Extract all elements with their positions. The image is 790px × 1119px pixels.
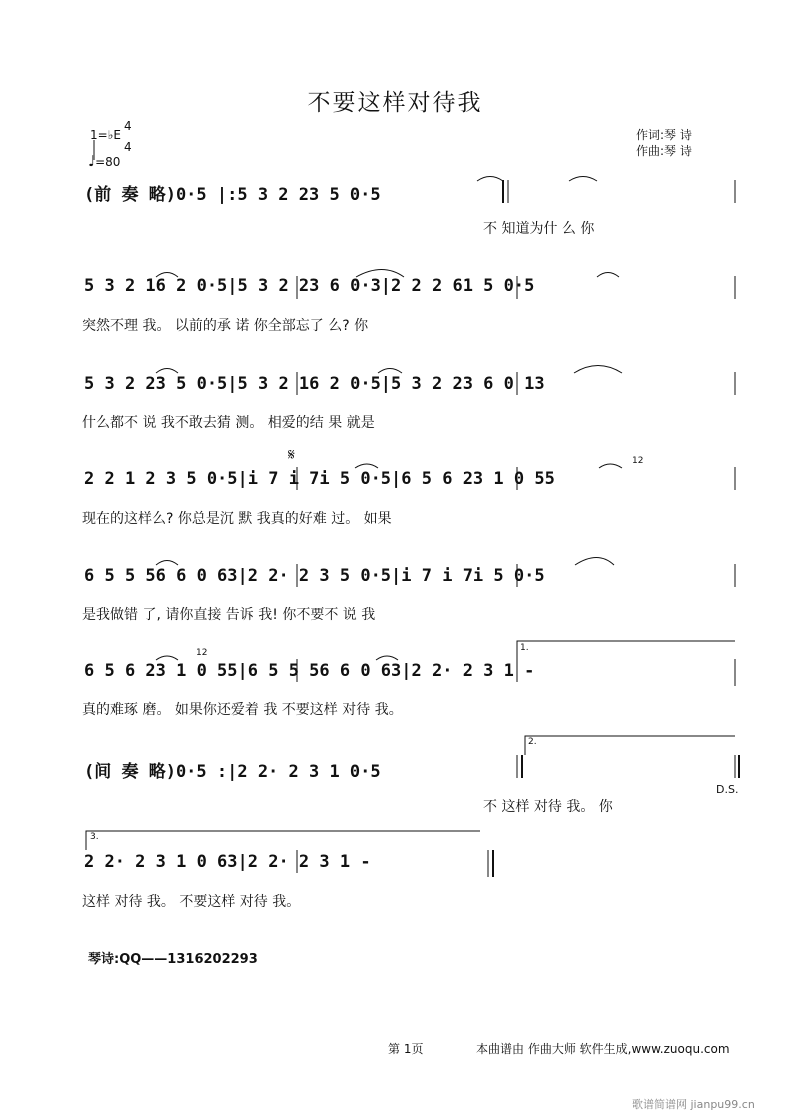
slur [569,177,597,182]
slur [156,273,178,278]
volta-second-label: 2. [528,737,537,747]
slur [356,270,404,278]
time-signature-top: 4 [124,119,132,133]
tempo-value: =80 [95,155,121,169]
quarter-note-icon: ♩ [88,152,96,170]
slur [355,464,378,468]
notation-line-4: 2 2 1 2 3 5 0·5|i 7 i 7i 5 0·5|6 5 6 23 1 0 55 [84,469,555,489]
lyric-line-6: 真的难琢 磨。 如果你还爱着 我 不要这样 对待 我。 [82,702,403,718]
lyric-line-7: 不 这样 对待 我。 你 [483,799,613,815]
volta-second-bracket [525,736,735,755]
slur [378,369,402,374]
volta-first-label: 1. [520,643,529,653]
notation-line-6: 6 5 6 23 1 0 55|6 5 5 56 6 0 63|2 2· 2 3 1 - [84,661,535,681]
volta-third-bracket [86,831,480,850]
notation-line-8: 2 2· 2 3 1 0 63|2 2· 2 3 1 - [84,852,371,872]
slur [574,366,622,374]
time-signature-bottom: 4 [124,140,132,154]
lyric-line-8: 这样 对待 我。 不要这样 对待 我。 [82,894,301,910]
slur [376,656,398,660]
notation-line-7: (间 奏 略)0·5 :|2 2· 2 3 1 0·5 [84,762,381,782]
lyric-line-4: 现在的这样么? 你总是沉 默 我真的好难 过。 如果 [82,511,392,527]
key-label: 1=♭E [90,128,121,142]
slur [156,656,178,660]
slur [156,369,178,374]
page-number: 第 1页 [388,1042,424,1056]
segno-mark: 𝄋 [288,445,295,464]
notation-line-3: 5 3 2 23 5 0·5|5 3 2 16 2 0·5|5 3 2 23 6 0 13 [84,374,545,394]
volta-third-label: 3. [90,832,99,842]
notation-line-5: 6 5 5 56 6 0 63|2 2· 2 3 5 0·5|i 7 i 7i 5 0·5 [84,566,545,586]
software-credit: 本曲谱由 作曲大师 软件生成,www.zuoqu.com [476,1042,730,1056]
lyric-line-2: 突然不理 我。 以前的承 诺 你全部忘了 么? 你 [82,318,369,334]
volta-first-bracket [517,641,735,659]
slur [599,464,622,468]
slur [597,273,619,278]
lyric-line-5: 是我做错 了, 请你直接 告诉 我! 你不要不 说 我 [82,607,376,623]
contact-credit: 琴诗:QQ——1316202293 [88,952,258,967]
lyricist: 作词:琴 诗 [636,128,692,142]
notation-line-1: (前 奏 略)0·5 |:5 3 2 23 5 0·5 [84,185,381,205]
page-title: 不要这样对待我 [307,90,483,116]
slur [575,558,614,566]
watermark: 歌谱简谱网 jianpu99.cn [632,1098,755,1111]
tuplet-mark-1: 12 [632,456,644,466]
ds-mark: D.S. [716,783,739,796]
lyric-line-1: 不 知道为什 么 你 [483,221,595,237]
composer: 作曲:琴 诗 [636,144,692,158]
slur [156,561,178,566]
slur [477,177,503,182]
tuplet-mark-2: 12 [196,648,208,658]
lyric-line-3: 什么都不 说 我不敢去猜 测。 相爱的结 果 就是 [82,415,375,431]
notation-line-2: 5 3 2 16 2 0·5|5 3 2 23 6 0·3|2 2 2 61 5 0·5 [84,276,535,296]
